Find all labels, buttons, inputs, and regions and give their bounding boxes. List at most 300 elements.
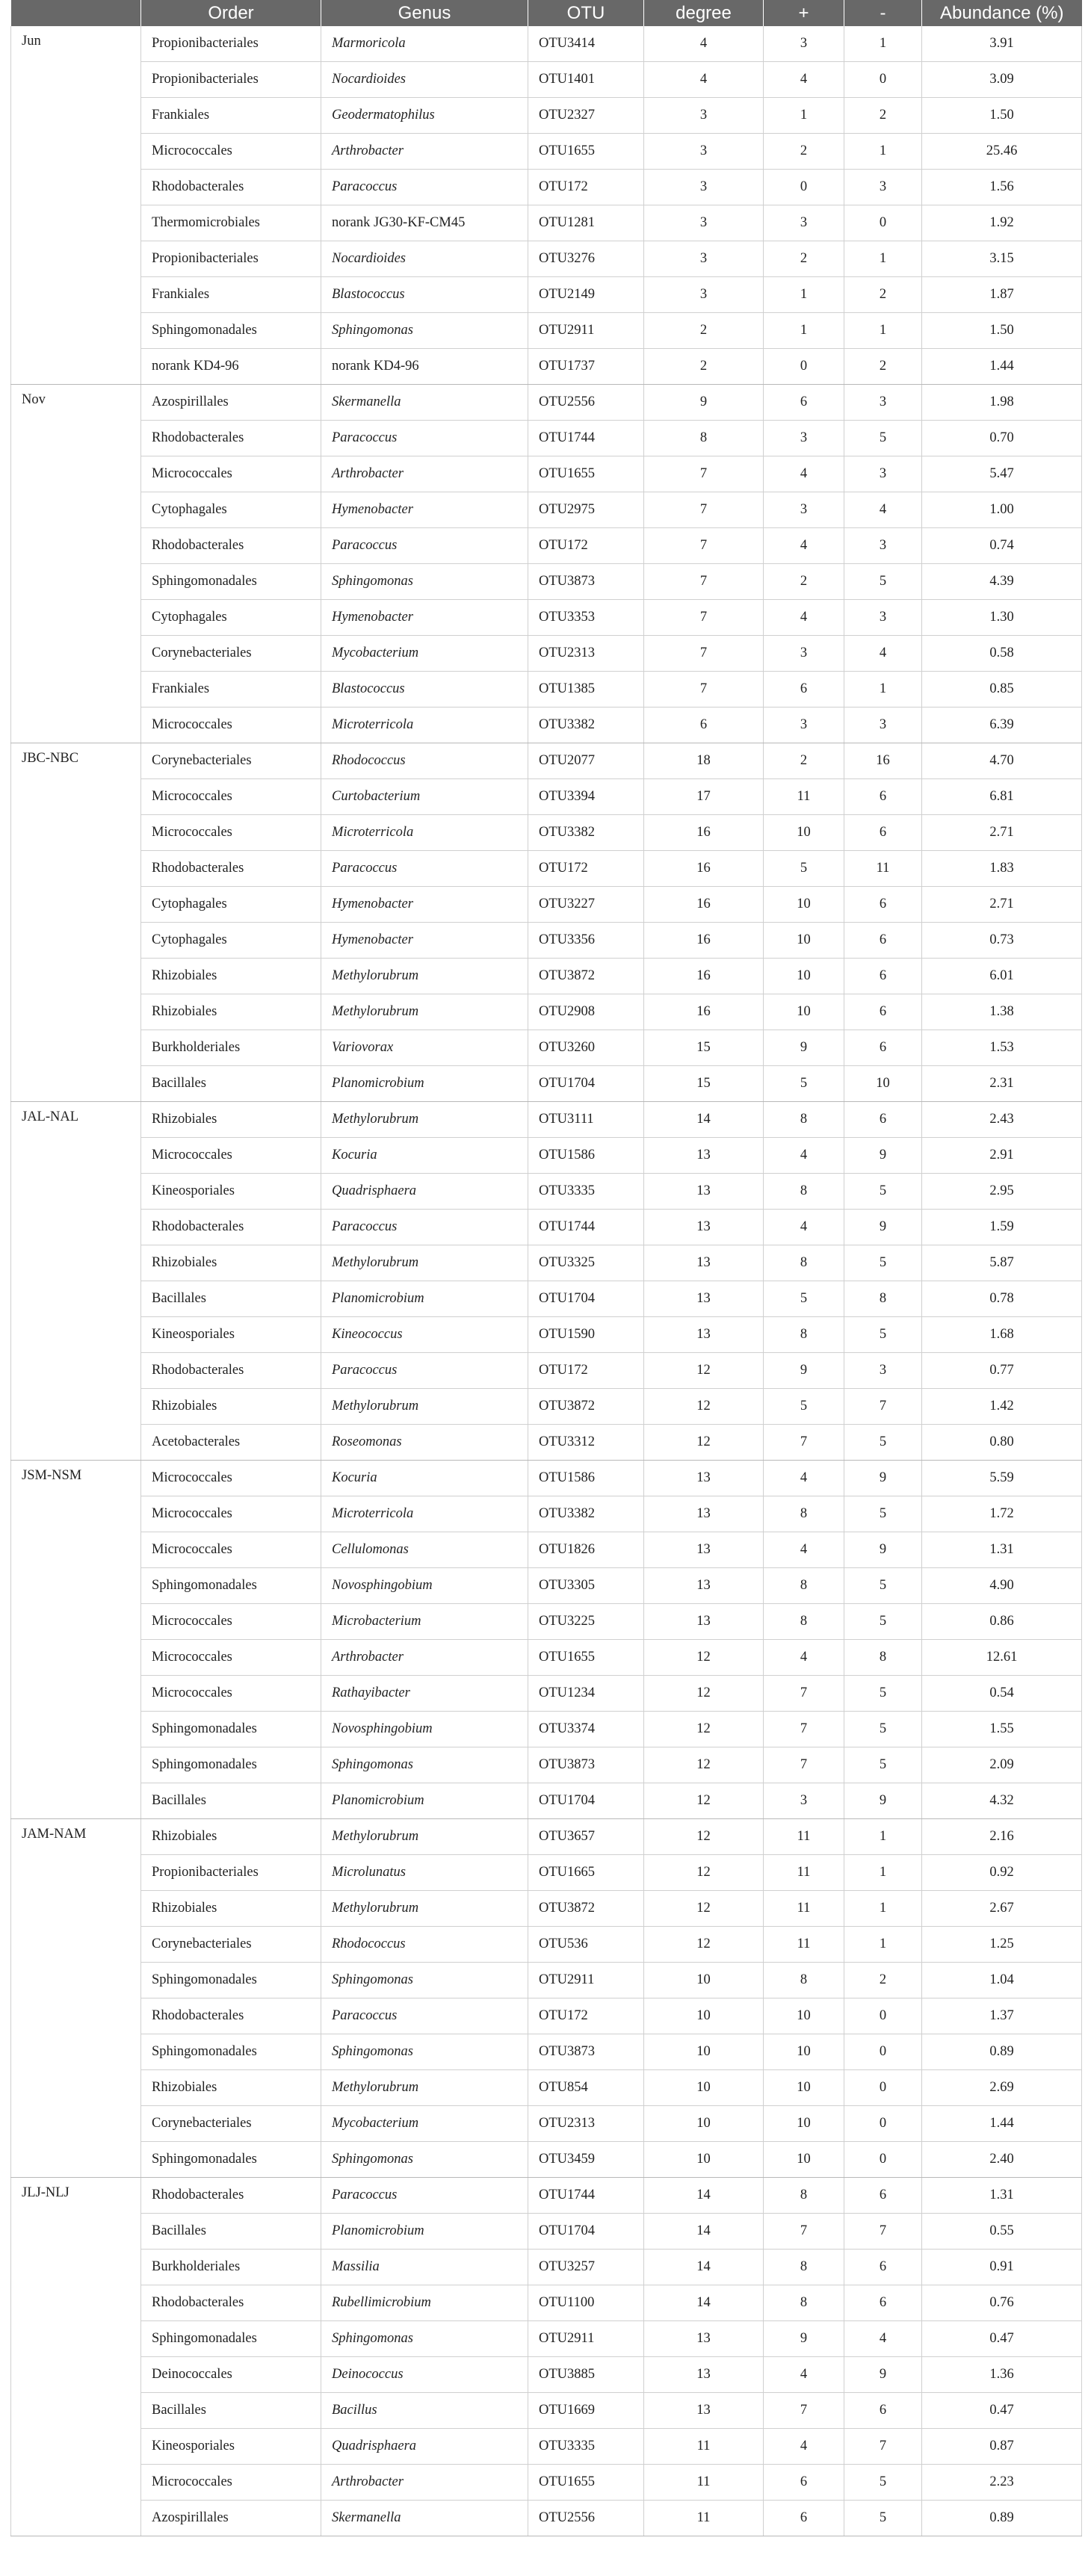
order-cell: Rhodobacterales [141, 528, 321, 564]
table-row [11, 2070, 1082, 2106]
table-row [11, 851, 1082, 887]
genus-cell: Quadrisphaera [321, 1174, 528, 1210]
abundance-cell: 0.85 [922, 672, 1082, 708]
positive-cell: 10 [764, 959, 844, 994]
otu-cell: OTU3227 [528, 887, 644, 923]
otu-cell: OTU1655 [528, 1640, 644, 1676]
table-row [11, 636, 1082, 672]
negative-cell: 6 [844, 2178, 922, 2214]
positive-cell: 3 [764, 708, 844, 743]
genus-cell: Nocardioides [321, 62, 528, 98]
genus-cell: Nocardioides [321, 241, 528, 277]
otu-cell: OTU2077 [528, 743, 644, 779]
degree-cell: 16 [644, 994, 764, 1030]
positive-cell: 8 [764, 1245, 844, 1281]
positive-cell: 8 [764, 1102, 844, 1138]
abundance-cell: 0.87 [922, 2429, 1082, 2465]
degree-cell: 13 [644, 1496, 764, 1532]
negative-cell: 9 [844, 1783, 922, 1819]
order-cell: Rhodobacterales [141, 851, 321, 887]
positive-cell: 4 [764, 1640, 844, 1676]
table-row [11, 1747, 1082, 1783]
order-cell: Bacillales [141, 2214, 321, 2250]
order-cell: Kineosporiales [141, 1317, 321, 1353]
positive-cell: 8 [764, 2285, 844, 2321]
degree-cell: 12 [644, 1425, 764, 1461]
negative-cell: 1 [844, 1927, 922, 1963]
negative-cell: 6 [844, 2250, 922, 2285]
abundance-cell: 2.71 [922, 815, 1082, 851]
table-row [11, 385, 1082, 421]
negative-cell: 1 [844, 1891, 922, 1927]
negative-cell: 0 [844, 1998, 922, 2034]
genus-cell: Kineococcus [321, 1317, 528, 1353]
positive-cell: 8 [764, 1496, 844, 1532]
negative-cell: 8 [844, 1640, 922, 1676]
genus-cell: Rhodococcus [321, 743, 528, 779]
genus-cell: Methylorubrum [321, 1891, 528, 1927]
negative-cell: 16 [844, 743, 922, 779]
group-label: JAM-NAM [11, 1819, 141, 2178]
group-label: JAL-NAL [11, 1102, 141, 1461]
negative-cell: 6 [844, 994, 922, 1030]
degree-cell: 4 [644, 62, 764, 98]
otu-cell: OTU1590 [528, 1317, 644, 1353]
order-cell: Frankiales [141, 672, 321, 708]
genus-cell: Rubellimicrobium [321, 2285, 528, 2321]
order-cell: Rhizobiales [141, 1102, 321, 1138]
abundance-cell: 0.76 [922, 2285, 1082, 2321]
order-cell: Rhodobacterales [141, 1353, 321, 1389]
table-row [11, 1532, 1082, 1568]
otu-cell: OTU1704 [528, 1066, 644, 1102]
otu-cell: OTU3414 [528, 26, 644, 62]
negative-cell: 9 [844, 1532, 922, 1568]
degree-cell: 13 [644, 2357, 764, 2393]
genus-cell: Microbacterium [321, 1604, 528, 1640]
otu-cell: OTU3325 [528, 1245, 644, 1281]
negative-cell: 5 [844, 1496, 922, 1532]
degree-cell: 10 [644, 2034, 764, 2070]
otu-cell: OTU172 [528, 851, 644, 887]
abundance-cell: 1.98 [922, 385, 1082, 421]
negative-cell: 0 [844, 2106, 922, 2142]
order-cell: Micrococcales [141, 1676, 321, 1712]
genus-cell: Paracoccus [321, 1353, 528, 1389]
positive-cell: 8 [764, 1174, 844, 1210]
degree-cell: 4 [644, 26, 764, 62]
otu-cell: OTU1655 [528, 2465, 644, 2501]
negative-cell: 3 [844, 1353, 922, 1389]
genus-cell: Planomicrobium [321, 1281, 528, 1317]
otu-cell: OTU3225 [528, 1604, 644, 1640]
positive-cell: 7 [764, 1676, 844, 1712]
table-row [11, 456, 1082, 492]
order-cell: Rhizobiales [141, 994, 321, 1030]
table-row [11, 1640, 1082, 1676]
positive-cell: 10 [764, 994, 844, 1030]
table-row [11, 528, 1082, 564]
genus-cell: Massilia [321, 2250, 528, 2285]
order-cell: Micrococcales [141, 1604, 321, 1640]
otu-cell: OTU1744 [528, 2178, 644, 2214]
positive-cell: 10 [764, 887, 844, 923]
negative-cell: 1 [844, 26, 922, 62]
negative-cell: 4 [844, 2321, 922, 2357]
positive-cell: 7 [764, 1425, 844, 1461]
table-row [11, 277, 1082, 313]
otu-cell: OTU1385 [528, 672, 644, 708]
degree-cell: 2 [644, 313, 764, 349]
table-row [11, 1317, 1082, 1353]
genus-cell: Paracoccus [321, 1998, 528, 2034]
abundance-cell: 4.70 [922, 743, 1082, 779]
network-hub-otu-table [10, 0, 1082, 2536]
genus-cell: Roseomonas [321, 1425, 528, 1461]
order-cell: Micrococcales [141, 708, 321, 743]
otu-cell: OTU1234 [528, 1676, 644, 1712]
positive-cell: 2 [764, 743, 844, 779]
negative-cell: 5 [844, 1174, 922, 1210]
positive-cell: 3 [764, 205, 844, 241]
negative-cell: 2 [844, 98, 922, 134]
table-row [11, 1676, 1082, 1712]
negative-cell: 5 [844, 1747, 922, 1783]
degree-cell: 16 [644, 959, 764, 994]
negative-cell: 9 [844, 1461, 922, 1496]
otu-cell: OTU3872 [528, 1891, 644, 1927]
negative-cell: 3 [844, 456, 922, 492]
abundance-cell: 1.44 [922, 349, 1082, 385]
negative-cell: 5 [844, 2501, 922, 2536]
table-row [11, 1210, 1082, 1245]
negative-cell: 6 [844, 1030, 922, 1066]
positive-cell: 4 [764, 2429, 844, 2465]
otu-cell: OTU3305 [528, 1568, 644, 1604]
header-group [11, 0, 141, 26]
otu-cell: OTU1704 [528, 1783, 644, 1819]
negative-cell: 9 [844, 1210, 922, 1245]
order-cell: Kineosporiales [141, 1174, 321, 1210]
order-cell: Corynebacteriales [141, 2106, 321, 2142]
abundance-cell: 1.31 [922, 1532, 1082, 1568]
order-cell: Sphingomonadales [141, 313, 321, 349]
table-row [11, 1855, 1082, 1891]
table-row [11, 1783, 1082, 1819]
table-body [11, 26, 1082, 2536]
abundance-cell: 2.40 [922, 2142, 1082, 2178]
otu-cell: OTU172 [528, 170, 644, 205]
positive-cell: 3 [764, 26, 844, 62]
positive-cell: 6 [764, 385, 844, 421]
negative-cell: 7 [844, 2214, 922, 2250]
positive-cell: 8 [764, 2250, 844, 2285]
negative-cell: 1 [844, 134, 922, 170]
table-row [11, 421, 1082, 456]
otu-cell: OTU2911 [528, 313, 644, 349]
otu-cell: OTU2556 [528, 2501, 644, 2536]
table-row [11, 1998, 1082, 2034]
order-cell: Sphingomonadales [141, 1712, 321, 1747]
table-row [11, 2106, 1082, 2142]
negative-cell: 6 [844, 779, 922, 815]
negative-cell: 1 [844, 1819, 922, 1855]
genus-cell: Planomicrobium [321, 1783, 528, 1819]
degree-cell: 18 [644, 743, 764, 779]
header-negative: - [844, 0, 922, 26]
table-row [11, 743, 1082, 779]
negative-cell: 1 [844, 672, 922, 708]
degree-cell: 2 [644, 349, 764, 385]
positive-cell: 1 [764, 313, 844, 349]
negative-cell: 1 [844, 241, 922, 277]
abundance-cell: 12.61 [922, 1640, 1082, 1676]
order-cell: Frankiales [141, 98, 321, 134]
positive-cell: 8 [764, 1963, 844, 1998]
degree-cell: 14 [644, 2285, 764, 2321]
table-row [11, 672, 1082, 708]
degree-cell: 12 [644, 1747, 764, 1783]
otu-cell: OTU3885 [528, 2357, 644, 2393]
table-row [11, 2357, 1082, 2393]
otu-cell: OTU1655 [528, 456, 644, 492]
degree-cell: 12 [644, 1891, 764, 1927]
positive-cell: 6 [764, 672, 844, 708]
table-row [11, 1030, 1082, 1066]
degree-cell: 16 [644, 923, 764, 959]
genus-cell: Arthrobacter [321, 2465, 528, 2501]
positive-cell: 2 [764, 134, 844, 170]
order-cell: Bacillales [141, 1281, 321, 1317]
otu-cell: OTU2556 [528, 385, 644, 421]
order-cell: Cytophagales [141, 923, 321, 959]
degree-cell: 14 [644, 2178, 764, 2214]
negative-cell: 5 [844, 1245, 922, 1281]
otu-cell: OTU3356 [528, 923, 644, 959]
genus-cell: Hymenobacter [321, 887, 528, 923]
order-cell: Rhizobiales [141, 959, 321, 994]
genus-cell: Planomicrobium [321, 2214, 528, 2250]
otu-cell: OTU1744 [528, 421, 644, 456]
header-row [11, 0, 1082, 26]
abundance-cell: 1.72 [922, 1496, 1082, 1532]
degree-cell: 12 [644, 1353, 764, 1389]
otu-cell: OTU1586 [528, 1461, 644, 1496]
abundance-cell: 4.32 [922, 1783, 1082, 1819]
positive-cell: 4 [764, 62, 844, 98]
header-abundance: Abundance (%) [922, 0, 1082, 26]
table-row [11, 815, 1082, 851]
abundance-cell: 1.25 [922, 1927, 1082, 1963]
table-row [11, 98, 1082, 134]
genus-cell: Blastococcus [321, 672, 528, 708]
abundance-cell: 3.15 [922, 241, 1082, 277]
degree-cell: 3 [644, 170, 764, 205]
degree-cell: 7 [644, 528, 764, 564]
positive-cell: 4 [764, 2357, 844, 2393]
positive-cell: 6 [764, 2501, 844, 2536]
otu-cell: OTU3382 [528, 815, 644, 851]
table-row [11, 2285, 1082, 2321]
otu-cell: OTU3872 [528, 959, 644, 994]
abundance-cell: 2.16 [922, 1819, 1082, 1855]
order-cell: Rhizobiales [141, 1245, 321, 1281]
abundance-cell: 25.46 [922, 134, 1082, 170]
otu-cell: OTU3260 [528, 1030, 644, 1066]
degree-cell: 17 [644, 779, 764, 815]
positive-cell: 8 [764, 1604, 844, 1640]
negative-cell: 3 [844, 385, 922, 421]
positive-cell: 10 [764, 2142, 844, 2178]
degree-cell: 12 [644, 1855, 764, 1891]
degree-cell: 7 [644, 672, 764, 708]
degree-cell: 7 [644, 492, 764, 528]
abundance-cell: 1.59 [922, 1210, 1082, 1245]
genus-cell: Methylorubrum [321, 1102, 528, 1138]
positive-cell: 1 [764, 277, 844, 313]
degree-cell: 10 [644, 1998, 764, 2034]
degree-cell: 7 [644, 600, 764, 636]
order-cell: Burkholderiales [141, 1030, 321, 1066]
table-row [11, 26, 1082, 62]
positive-cell: 6 [764, 2465, 844, 2501]
positive-cell: 8 [764, 2178, 844, 2214]
genus-cell: Skermanella [321, 385, 528, 421]
negative-cell: 6 [844, 2393, 922, 2429]
degree-cell: 12 [644, 1676, 764, 1712]
genus-cell: Microterricola [321, 815, 528, 851]
table-row [11, 2501, 1082, 2536]
negative-cell: 4 [844, 492, 922, 528]
positive-cell: 8 [764, 1568, 844, 1604]
genus-cell: Sphingomonas [321, 2034, 528, 2070]
genus-cell: Kocuria [321, 1461, 528, 1496]
degree-cell: 10 [644, 1963, 764, 1998]
order-cell: norank KD4-96 [141, 349, 321, 385]
abundance-cell: 0.89 [922, 2501, 1082, 2536]
order-cell: Micrococcales [141, 1496, 321, 1532]
abundance-cell: 1.53 [922, 1030, 1082, 1066]
negative-cell: 1 [844, 313, 922, 349]
group-label: JBC-NBC [11, 743, 141, 1102]
degree-cell: 11 [644, 2429, 764, 2465]
positive-cell: 11 [764, 1819, 844, 1855]
abundance-cell: 2.91 [922, 1138, 1082, 1174]
otu-cell: OTU1586 [528, 1138, 644, 1174]
order-cell: Corynebacteriales [141, 743, 321, 779]
abundance-cell: 0.86 [922, 1604, 1082, 1640]
order-cell: Burkholderiales [141, 2250, 321, 2285]
abundance-cell: 0.74 [922, 528, 1082, 564]
table-row [11, 2393, 1082, 2429]
abundance-cell: 2.67 [922, 1891, 1082, 1927]
positive-cell: 3 [764, 636, 844, 672]
degree-cell: 13 [644, 1568, 764, 1604]
genus-cell: Methylorubrum [321, 1389, 528, 1425]
positive-cell: 9 [764, 2321, 844, 2357]
table-row [11, 1604, 1082, 1640]
order-cell: Acetobacterales [141, 1425, 321, 1461]
table-row [11, 1461, 1082, 1496]
degree-cell: 15 [644, 1066, 764, 1102]
negative-cell: 3 [844, 170, 922, 205]
positive-cell: 10 [764, 2106, 844, 2142]
positive-cell: 4 [764, 1138, 844, 1174]
positive-cell: 5 [764, 851, 844, 887]
positive-cell: 5 [764, 1066, 844, 1102]
genus-cell: norank KD4-96 [321, 349, 528, 385]
genus-cell: Mycobacterium [321, 636, 528, 672]
group-label: Jun [11, 26, 141, 385]
degree-cell: 3 [644, 277, 764, 313]
degree-cell: 13 [644, 1317, 764, 1353]
otu-cell: OTU3335 [528, 1174, 644, 1210]
negative-cell: 5 [844, 1712, 922, 1747]
genus-cell: Variovorax [321, 1030, 528, 1066]
genus-cell: Hymenobacter [321, 923, 528, 959]
otu-cell: OTU536 [528, 1927, 644, 1963]
order-cell: Sphingomonadales [141, 1568, 321, 1604]
positive-cell: 10 [764, 1998, 844, 2034]
abundance-cell: 1.55 [922, 1712, 1082, 1747]
otu-cell: OTU3394 [528, 779, 644, 815]
negative-cell: 2 [844, 349, 922, 385]
genus-cell: Methylorubrum [321, 2070, 528, 2106]
positive-cell: 0 [764, 349, 844, 385]
otu-cell: OTU1281 [528, 205, 644, 241]
negative-cell: 2 [844, 1963, 922, 1998]
abundance-cell: 1.56 [922, 170, 1082, 205]
degree-cell: 12 [644, 1819, 764, 1855]
degree-cell: 13 [644, 2393, 764, 2429]
order-cell: Cytophagales [141, 492, 321, 528]
order-cell: Sphingomonadales [141, 2321, 321, 2357]
degree-cell: 13 [644, 1461, 764, 1496]
abundance-cell: 0.80 [922, 1425, 1082, 1461]
table-row [11, 1138, 1082, 1174]
negative-cell: 6 [844, 2285, 922, 2321]
table-row [11, 959, 1082, 994]
negative-cell: 9 [844, 1138, 922, 1174]
order-cell: Rhizobiales [141, 2070, 321, 2106]
order-cell: Frankiales [141, 277, 321, 313]
degree-cell: 7 [644, 456, 764, 492]
otu-cell: OTU3382 [528, 708, 644, 743]
genus-cell: Rhodococcus [321, 1927, 528, 1963]
positive-cell: 4 [764, 1461, 844, 1496]
table-row [11, 1425, 1082, 1461]
otu-cell: OTU3276 [528, 241, 644, 277]
order-cell: Micrococcales [141, 1640, 321, 1676]
group-label: Nov [11, 385, 141, 743]
otu-cell: OTU854 [528, 2070, 644, 2106]
otu-cell: OTU3657 [528, 1819, 644, 1855]
otu-cell: OTU1826 [528, 1532, 644, 1568]
otu-cell: OTU2975 [528, 492, 644, 528]
genus-cell: Sphingomonas [321, 1747, 528, 1783]
header-order: Order [141, 0, 321, 26]
degree-cell: 14 [644, 2250, 764, 2285]
table-row [11, 2142, 1082, 2178]
positive-cell: 5 [764, 1389, 844, 1425]
table-row [11, 313, 1082, 349]
table-row [11, 2465, 1082, 2501]
order-cell: Sphingomonadales [141, 564, 321, 600]
negative-cell: 10 [844, 1066, 922, 1102]
genus-cell: Marmoricola [321, 26, 528, 62]
order-cell: Kineosporiales [141, 2429, 321, 2465]
order-cell: Sphingomonadales [141, 1963, 321, 1998]
